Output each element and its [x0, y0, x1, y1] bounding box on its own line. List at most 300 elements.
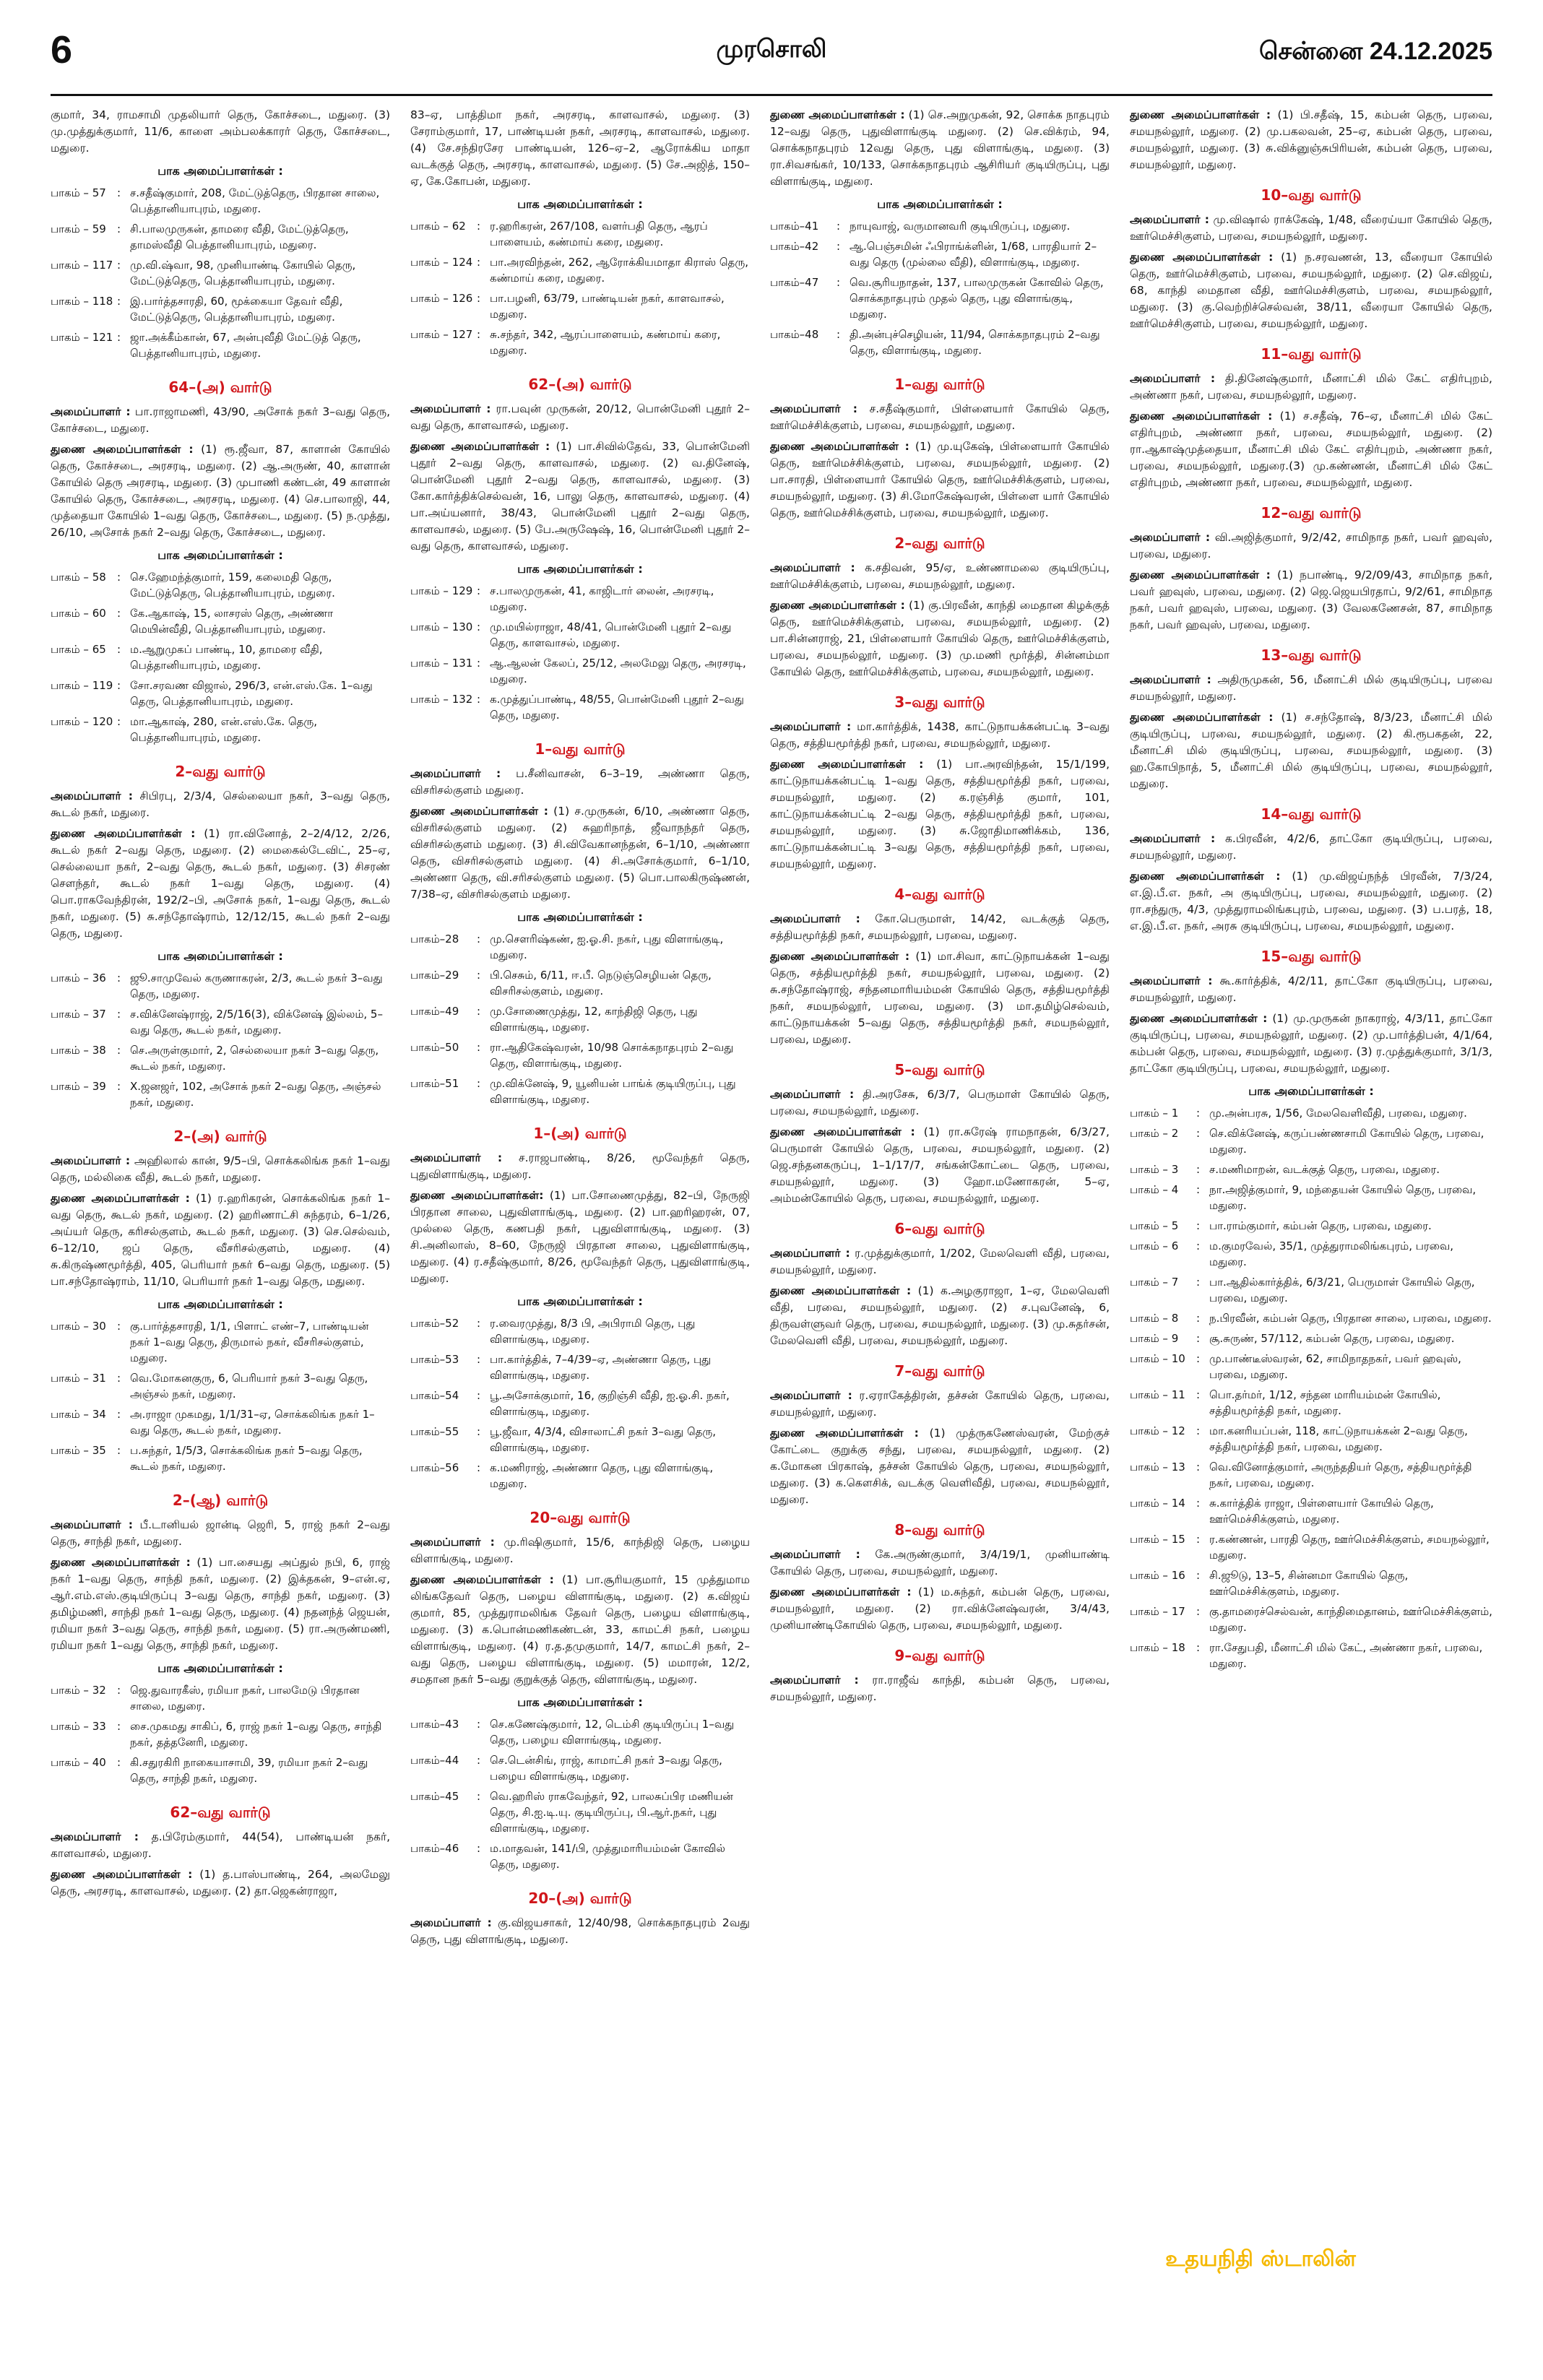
booth-member: பொ.தர்மர், 1/12, சந்தன மாரியம்மன் கோயில், சத்தியமூர்த்தி நகர், மதுரை. — [1209, 1388, 1441, 1417]
column-1 — [51, 107, 390, 2358]
ward-heading: 5–வது வார்டு — [894, 1061, 985, 1078]
member-paragraph — [770, 401, 1110, 434]
role-label: துணை அமைப்பாளர்கள் : — [1130, 870, 1281, 883]
page-number: 6 — [51, 28, 73, 72]
booth-number: பாகம்–52 — [410, 1317, 459, 1330]
separator: : — [477, 932, 481, 945]
booth-row — [51, 1754, 390, 1791]
booth-number: பாகம்–46 — [410, 1842, 459, 1855]
member-details: (1) பி.சதீஷ், 15, கம்பன் தெரு, பரவை, சமயநல்லூர், மதுரை. (2) மு.பகலவன், 25–ஏ, கம்பன் தெரு, பரவை, சமயநல்லூர், மதுரை. (3) சு.விக்னுஞ்சுபிரியன், கம்பன் தெரு, பரவை, சமயநல்லூர், மதுரை. — [1130, 108, 1492, 171]
member-paragraph — [410, 1915, 750, 1948]
booth-member: செ.கணேஷ்குமார், 12, டெம்சி குடியிருப்பு 1–வது தெரு, பழைய விளாங்குடி, மதுரை. — [490, 1718, 735, 1747]
member-paragraph — [410, 438, 750, 555]
ward-heading: 11–வது வார்டு — [1261, 345, 1362, 363]
booth-number: பாகம் – 33 — [51, 1720, 106, 1733]
role-label: துணை அமைப்பாளர்கள் : — [770, 1585, 912, 1598]
member-paragraph — [1130, 408, 1492, 491]
booth-number: பாகம் – 57 — [51, 186, 106, 199]
booth-row — [1130, 1640, 1492, 1676]
booth-number: பாகம் – 30 — [51, 1320, 106, 1333]
booth-member: ப.சுந்தர், 1/5/3, சொக்கலிங்க நகர் 5–வது தெரு, கூடல் நகர், மதுரை. — [130, 1444, 363, 1473]
member-paragraph — [770, 1388, 1110, 1421]
separator: : — [117, 643, 121, 656]
separator: : — [837, 276, 841, 289]
booth-row — [1130, 1531, 1492, 1567]
member-paragraph — [1130, 831, 1492, 864]
role-label: அமைப்பாளர் : — [410, 1151, 503, 1164]
booth-number: பாகம்–53 — [410, 1353, 459, 1366]
booth-row — [410, 583, 750, 619]
booth-member: பா.அரவிந்தன், 262, ஆரோக்கியமாதா கிராஸ் தெரு, கண்மாய் கரை, மதுரை. — [490, 256, 749, 285]
separator: : — [837, 328, 841, 341]
booth-member: க.முத்துப்பாண்டி, 48/55, பொன்மேனி புதூர் 2–வது தெரு, மதுரை. — [490, 693, 744, 722]
booth-number: பாகம் – 10 — [1130, 1352, 1185, 1365]
separator: : — [117, 1408, 121, 1421]
booth-member: ஜா.அக்கீம்கான், 67, அன்புவீதி மேட்டுத் தெரு, பெத்தானியாபுரம், மதுரை. — [130, 331, 361, 360]
booth-row — [410, 967, 750, 1003]
booth-number: பாகம் – 118 — [51, 295, 113, 308]
role-label: துணை அமைப்பாளர்கள்: — [410, 1189, 544, 1202]
booth-number: பாகம் – 7 — [1130, 1276, 1179, 1289]
member-paragraph — [410, 1572, 750, 1688]
role-label: அமைப்பாளர் : — [770, 912, 860, 925]
booth-table — [1130, 1105, 1492, 1676]
member-paragraph — [770, 438, 1110, 522]
member-details: கு.விஜயசாகர், 12/40/98, சொக்கநாதபுரம் 2வது தெரு, புது விளாங்குடி, மதுரை. — [410, 1916, 750, 1946]
booth-number: பாகம் – 127 — [410, 328, 473, 341]
ward-heading: 9–வது வார்டு — [894, 1647, 985, 1664]
booth-table — [770, 218, 1110, 363]
separator: : — [477, 969, 481, 982]
role-label: அமைப்பாளர் : — [51, 1518, 133, 1531]
ward-heading: 8–வது வார்டு — [894, 1521, 985, 1539]
booth-member: வெ.ஹரிஸ் ராகவேந்தர், 92, பாலசுப்பிர மணியன் தெரு, சி.ஐ.டி.யு. குடியிருப்பு, பி.ஆர்.நகர், புது விளாங்குடி, மதுரை. — [490, 1790, 733, 1835]
booth-number: பாகம் – 129 — [410, 584, 473, 597]
member-details: பா.ராஜாமணி, 43/90, அசோக் நகர் 3–வது தெரு, கோச்சடை, மதுரை. — [51, 405, 390, 435]
booth-number: பாகம் – 132 — [410, 693, 473, 706]
separator: : — [117, 186, 121, 199]
member-details: கோ.பெருமாள், 14/42, வடக்குத் தெரு, சத்தியமூர்த்தி நகர், சமயநல்லூர், பரவை, மதுரை. — [770, 912, 1110, 942]
role-label: அமைப்பாளர் : — [410, 1916, 492, 1929]
booth-member: ந.பிரவீன், கம்பன் தெரு, பிரதான சாலை, பரவை, மதுரை. — [1209, 1312, 1492, 1325]
booth-row — [770, 326, 1110, 363]
column-4 — [1130, 107, 1492, 2358]
role-label: அமைப்பாளர் : — [770, 1247, 850, 1260]
ward-heading: 13–வது வார்டு — [1261, 646, 1362, 664]
role-label: அமைப்பாளர் : — [1130, 531, 1211, 544]
section-subheading: பாக அமைப்பாளர்கள் : — [517, 1294, 643, 1308]
booth-row — [410, 1424, 750, 1460]
booth-member: ரா.ஆதிகேஷ்வரன், 10/98 சொக்கநாதபுரம் 2–வது தெரு, விளாங்குடி, மதுரை. — [490, 1041, 734, 1070]
booth-member: அ.ராஜா முகமது, 1/1/31–ஏ, சொக்கலிங்க நகர் 1–வது தெரு, கூடல் நகர், மதுரை. — [130, 1408, 375, 1437]
member-paragraph — [51, 1554, 390, 1654]
booth-row — [51, 293, 390, 329]
booth-row — [1130, 1495, 1492, 1531]
member-paragraph — [51, 1190, 390, 1290]
member-details: (1) பா.சூரியகுமார், 15 முத்துமாம லிங்கதேவர் தெரு, பழைய விளாங்குடி, மதுரை. (2) க.விஜய் குமார், 85, முத்துராமலிங்க தேவர் தெரு, பழைய விளாங்குடி, மதுரை. (3) க.பொன்மணிகண்டன், 33, காமட்சி நகர், பழைய விளாங்குடி, மதுரை. (4) ர.த.தமுகுமார், 14/7, காமட்சி நகர், 2–வது தெரு, பழைய விளாங்குடி, மதுரை. (5) மமாரன், 12/2, சமதான நகர் 5–வது குறுக்குத் தெரு, விளாங்குடி, மதுரை. — [410, 1573, 750, 1686]
member-details: (1) பா.சையது அப்துல் நபி, 6, ராஜ் நகர் 1–வது தெரு, சாந்தி நகர், மதுரை. (2) இக்தகன், 9–என்.ஏ, ஆர்.எம்.எஸ்.குடியிருப்பு 3–வது தெரு, சாந்தி நகர், மதுரை. (3) தமிழ்மணி, சாந்தி நகர் 1–வது தெரு, மதுரை. (4) நதனந்த் ஜெயன், ரமியா நகர் 3–வது தெரு, சாந்தி நகர், மதுரை. (5) ரா.அருண்மணி, ரமியா நகர் 1–வது தெரு, சாந்தி நகர், மதுரை. — [51, 1556, 390, 1652]
role-label: துணை அமைப்பாளர்கள் : — [770, 1427, 919, 1440]
member-details: மு.விஷால் ராக்கேஷ், 1/48, வீரைய்யா கோயில் தெரு, ஊர்மெச்சிகுளம், பரவை, சமயநல்லூர், மதுரை. — [1130, 213, 1492, 243]
member-paragraph — [410, 1534, 750, 1567]
booth-number: பாகம் – 8 — [1130, 1312, 1179, 1325]
member-paragraph — [770, 1546, 1110, 1580]
booth-table — [410, 218, 750, 363]
booth-number: பாகம் – 119 — [51, 679, 113, 692]
separator: : — [477, 1005, 481, 1018]
booth-number: பாகம் – 3 — [1130, 1163, 1179, 1176]
booth-member: மா.கனரியப்பன், 118, காட்டுநாயக்கன் 2–வது தெரு, சத்தியமூர்த்தி நகர், பரவை, மதுரை. — [1209, 1424, 1468, 1453]
section-subheading: பாக அமைப்பாளர்கள் : — [517, 562, 643, 576]
section-subheading: பாக அமைப்பாளர்கள் : — [517, 1695, 643, 1709]
role-label: அமைப்பாளர் : — [51, 789, 133, 802]
separator: : — [1196, 1605, 1201, 1618]
booth-number: பாகம் – 40 — [51, 1756, 106, 1769]
booth-row — [51, 1006, 390, 1042]
booth-member: ச.பாலமுருகன், 41, காஜிடார் லைன், அரசரடி, மதுரை. — [490, 584, 714, 613]
member-paragraph — [51, 1153, 390, 1186]
masthead — [51, 22, 1492, 96]
separator: : — [477, 693, 481, 706]
separator: : — [117, 331, 121, 344]
role-label: அமைப்பாளர் : — [770, 561, 855, 574]
member-paragraph — [51, 826, 390, 942]
member-details: (1) பா.சிவில்தேவ், 33, பொன்மேனி புதூர் 2–வது தெரு, காளவாசல், மதுரை. (2) வ.தினேஷ், பொன்மேனி புதூர் 2–வது தெரு, காளவாசல், மதுரை. (3) கோ.கார்த்திக்செல்வன், 16, பாலு தெரு, காளவாசல், மதுரை. (4) பா.அய்யனார், 38/43, பொன்மேனி புதூர் 2–வது தெரு, காளவாசல், மதுரை. (5) பே.அருஷேஷ், 16, பொன்மேனி புதூர் 2–வது தெரு, காளவாசல், மதுரை. — [410, 440, 750, 553]
member-paragraph — [1130, 371, 1492, 404]
separator: : — [477, 1389, 481, 1402]
section-subheading: பாக அமைப்பாளர்கள் : — [157, 164, 283, 178]
booth-member: ஆ.ஆலன் கேலப், 25/12, அலமேலு தெரு, அரசரடி, மதுரை. — [490, 657, 746, 685]
booth-number: பாகம்–41 — [770, 220, 819, 233]
booth-number: பாகம்–51 — [410, 1077, 459, 1090]
booth-member: ர.வைரமுத்து, 8/3 பி, அபிராமி தெரு, புது விளாங்குடி, மதுரை. — [490, 1317, 696, 1346]
booth-table — [410, 1315, 750, 1496]
ward-heading: 3–வது வார்டு — [894, 693, 985, 711]
member-paragraph — [770, 107, 1110, 190]
booth-member: செ.அருள்குமார், 2, செல்லையா நகர் 3–வது தெரு, கூடல் நகர், மதுரை. — [130, 1044, 379, 1073]
booth-row — [1130, 1330, 1492, 1351]
booth-row — [51, 185, 390, 221]
booth-row — [1130, 1351, 1492, 1387]
booth-row — [51, 1406, 390, 1442]
ward-heading: 15–வது வார்டு — [1261, 948, 1362, 965]
member-paragraph — [770, 597, 1110, 680]
member-details: வி.அஜித்குமார், 9/2/42, சாமிநாத நகர், பவர் ஹவுஸ், பரவை, மதுரை. — [1130, 531, 1492, 561]
role-label: துணை அமைப்பாளர்கள் : — [770, 440, 909, 453]
member-details: (1) க.அழகுராஜா, 1–ஏ, மேலவெளி வீதி, பரவை, சமயநல்லூர், மதுரை. (2) ச.புவனேஷ், 6, திருவள்ளுவர் தெரு, பரவை, சமயநல்லூர், மதுரை. (3) மு.சுதர்சன், மேலவெளி வீதி, பரவை, சமயநல்லூர், மதுரை. — [770, 1284, 1110, 1347]
booth-number: பாகம் – 130 — [410, 620, 473, 633]
member-details: 83–ஏ, பாத்திமா நகர், அரசரடி, காளவாசல், மதுரை. (3) சேராம்குமார், 17, பாண்டியன் நகர், அரசரடி, காளவாசல், மதுரை. (4) சே.சந்திரசேர பாண்டியன், 126–ஏ–2, ஆரோக்கிய மாதா வடக்குத் தெரு, அரசரடி, காளவாசல், மதுரை. (5) சே.அஜித், 150–ஏ, கே.கோபன், மதுரை. — [410, 108, 750, 188]
booth-row — [51, 257, 390, 293]
booth-member: ஆ.பெஞ்சமின் ஃபிராங்க்ளின், 1/68, பாரதியார் 2–வது தெரு (முல்லை வீதி), விளாங்குடி, மதுரை. — [850, 240, 1097, 269]
section-subheading: பாக அமைப்பாளர்கள் : — [1248, 1084, 1374, 1098]
booth-member: X.ஜனஜர், 102, அசோக் நகர் 2–வது தெரு, அஞ்சல் நகர், மதுரை. — [130, 1080, 381, 1109]
booth-member: ச.மணிமாறன், வடக்குத் தெரு, பரவை, மதுரை. — [1209, 1163, 1440, 1176]
booth-member: பா.கார்த்திக், 7–4/39–ஏ, அண்ணா தெரு, புது விளாங்குடி, மதுரை. — [490, 1353, 712, 1382]
booth-member: தி.அன்புச்செழியன், 11/94, சொக்கநாதபுரம் 2–வது தெரு, விளாங்குடி, மதுரை. — [850, 328, 1100, 357]
booth-number: பாகம் – 36 — [51, 972, 106, 985]
member-paragraph — [1130, 672, 1492, 705]
separator: : — [1196, 1569, 1201, 1582]
member-details: ச.ராஜபாண்டி, 8/26, மூவேந்தர் தெரு, புதுவிளாங்குடி, மதுரை. — [410, 1151, 750, 1181]
booth-number: பாகம் – 1 — [1130, 1107, 1179, 1120]
separator: : — [1196, 1312, 1201, 1325]
booth-row — [51, 1682, 390, 1718]
separator: : — [117, 1684, 121, 1697]
booth-member: சி.பாலமுருகன், தாமரை வீதி, மேட்டுத்தெரு, தாமஸ்வீதி பெத்தானியாபுரம், மதுரை. — [130, 222, 349, 251]
role-label: அமைப்பாளர் : — [410, 402, 491, 415]
member-details: கூ.கார்த்திக், 4/2/11, தாட்கோ குடியிருப்பு, பரவை, சமயநல்லூர், மதுரை. — [1130, 974, 1492, 1004]
member-details: (1) ச.முருகன், 6/10, அண்ணா தெரு, விசரிசல்குளம் மதுரை. (2) சுஹரிநாத், ஜீவாநந்தர் தெரு, விசரிசல்குளம் மதுரை. (3) சி.விவேகானந்தன், 6–1/10, அண்ணா தெரு, விசரிசல்குளம் மதுரை. (4) சி.அசோக்குமார், 6–1/10, அண்ணா தெரு, வி.சரிசல்குளம் மதுரை. (5) பொ.பாலகிருஷ்ணன், 7/38–ஏ, விசரிசல்குளம் மதுரை. — [410, 805, 750, 901]
member-details: (1) ரூ.ஜீவா, 87, காளான் கோயில் தெரு, கோச்சடை, அரசரடி, மதுரை. (2) ஆ.அருண், 40, காளான் கோயில் தெரு அரசரடி, மதுரை. (3) முபாணி கண்டன், 49 காளான் கோயில் தெரு, கோச்சடை, அரசரடி, மதுரை. (4) செ.பாலாஜி, 44, முத்தையா கோயில் 1–வது தெரு, கோச்சடை, மதுரை. (5) ந.முத்து, 26/10, அசோக் நகர் 2–வது தெரு, கோச்சடை, மதுரை. — [51, 443, 390, 539]
ward-heading: 64–(அ) வார்டு — [168, 378, 272, 396]
separator: : — [1196, 1641, 1201, 1654]
booth-member: செ.டென்சிங், ராஜ், காமாட்சி நகர் 3–வது தெரு, பழைய விளாங்குடி, மதுரை. — [490, 1754, 722, 1783]
member-details: தி.அரசேசு, 6/3/7, பெருமாள் கோயில் தெரு, பரவை, சமயநல்லூர், மதுரை. — [770, 1088, 1110, 1117]
member-paragraph — [1130, 868, 1492, 935]
role-label: அமைப்பாளர் : — [1130, 673, 1211, 686]
member-details: ர.முத்துக்குமார், 1/202, மேலவெளி வீதி, பரவை, சமயநல்லூர், மதுரை. — [770, 1247, 1110, 1276]
separator: : — [1196, 1183, 1201, 1196]
booth-number: பாகம்–50 — [410, 1041, 459, 1054]
booth-member: பா.ஆதில்கார்த்திக், 6/3/21, பெருமாள் கோயில் தெரு, பரவை, மதுரை. — [1209, 1276, 1475, 1304]
booth-member: மு.விக்னேஷ், 9, யூனியன் பாங்க் குடியிருப்பு, புது விளாங்குடி, மதுரை. — [490, 1077, 736, 1106]
booth-number: பாகம் – 4 — [1130, 1183, 1179, 1196]
member-paragraph — [770, 1672, 1110, 1705]
member-paragraph — [770, 1425, 1110, 1508]
booth-number: பாகம் – 65 — [51, 643, 106, 656]
separator: : — [477, 328, 481, 341]
separator: : — [477, 1425, 481, 1438]
booth-member: சை.முகமது சாகிப், 6, ராஜ் நகர் 1–வது தெரு, சாந்தி நகர், தத்தனேரி, மதுரை. — [130, 1720, 382, 1749]
booth-member: க.மணிராஜ், அண்ணா தெரு, புது விளாங்குடி, மதுரை. — [490, 1461, 714, 1490]
booth-number: பாகம் – 15 — [1130, 1533, 1185, 1546]
role-label: அமைப்பாளர் : — [770, 1674, 859, 1687]
member-details: (1) ம.சுந்தர், கம்பன் தெரு, பரவை, சமயநல்லூர், மதுரை. (2) ரா.விக்னேஷ்வரன், 3/4/43, முனியாண்டிகோயில் தெரு, பரவை, சமயநல்லூர், மதுரை. — [770, 1585, 1110, 1632]
separator: : — [477, 1718, 481, 1731]
booth-row — [1130, 1459, 1492, 1495]
booth-row — [410, 1788, 750, 1840]
role-label: அமைப்பாளர் : — [51, 405, 131, 418]
separator: : — [117, 972, 121, 985]
separator: : — [1196, 1352, 1201, 1365]
booth-table — [51, 1318, 390, 1479]
member-paragraph — [1130, 567, 1492, 633]
booth-row — [410, 254, 750, 290]
separator: : — [477, 256, 481, 269]
booth-row — [51, 1078, 390, 1115]
booth-row — [410, 1039, 750, 1076]
booth-number: பாகம் – 6 — [1130, 1239, 1179, 1252]
booth-member: சோ.சரவண விஜால், 296/3, என்.எஸ்.கே. 1–வது தெரு, பெத்தானியாபுரம், மதுரை. — [130, 679, 373, 708]
booth-row — [410, 1716, 750, 1752]
booth-member: வெ.வினோத்குமார், அருந்ததியர் தெரு, சத்தியமூர்த்தி நகர், பரவை, மதுரை. — [1209, 1461, 1472, 1489]
booth-number: பாகம் – 58 — [51, 571, 106, 584]
booth-number: பாகம் – 121 — [51, 331, 113, 344]
member-paragraph — [410, 803, 750, 903]
role-label: துணை அமைப்பாளர்கள் : — [410, 440, 550, 453]
member-details: க.பிரவீன், 4/2/6, தாட்கோ குடியிருப்பு, பரவை, சமயநல்லூர், மதுரை. — [1130, 832, 1492, 862]
role-label: துணை அமைப்பாளர்கள் : — [51, 443, 194, 456]
booth-row — [410, 1840, 750, 1877]
booth-number: பாகம் – 9 — [1130, 1332, 1179, 1345]
booth-number: பாகம் – 14 — [1130, 1497, 1185, 1510]
separator: : — [117, 259, 121, 272]
member-details: பீ.டானியல் ஜான்டி ஜெரி, 5, ராஜ் நகர் 2–வது தெரு, சாந்தி நகர், மதுரை. — [51, 1518, 390, 1548]
ward-heading: 1–வது வார்டு — [894, 376, 985, 393]
member-details: (1) பா.சோணைமுத்து, 82–பி, நேருஜி பிரதான சாலை, புதுவிளாங்குடி, மதுரை. (2) பா.ஹரிஹரன், 07, முல்லை தெரு, கணபதி நகர், புதுவிளாங்குடி, மதுரை. (3) சி.அனிலாஸ், 8–60, நேருஜி பிரதான சாலை, புதுவிளாங்குடி, மதுரை. (4) ர.சதீஷ்குமார், 8/26, மூவேந்தர் தெரு, புதுவிளாங்குடி, மதுரை. — [410, 1189, 750, 1285]
ward-heading: 2–வது வார்டு — [894, 535, 985, 552]
booth-table — [51, 569, 390, 750]
booth-member: ம.குமரவேல், 35/1, முத்துராமலிங்கபுரம், பரவை, மதுரை. — [1209, 1239, 1453, 1268]
booth-row — [410, 326, 750, 363]
booth-number: பாகம்–29 — [410, 969, 459, 982]
booth-member: கு.தாமரைச்செல்வன், காந்திமைதானம், ஊர்மெச்சிக்குளம், மதுரை. — [1209, 1605, 1492, 1634]
member-paragraph — [770, 1086, 1110, 1120]
booth-row — [770, 274, 1110, 326]
booth-number: பாகம்–43 — [410, 1718, 459, 1731]
booth-row — [51, 605, 390, 641]
member-details: மு.ரிஷிகுமார், 15/6, காந்திஜி தெரு, பழைய விளாங்குடி, மதுரை. — [410, 1536, 750, 1565]
separator: : — [117, 715, 121, 728]
member-details: ச.சதீஷ்குமார், பிள்ளையார் கோயில் தெரு, ஊர்மெச்சிக்குளம், பரவை, சமயநல்லூர், மதுரை. — [770, 402, 1110, 432]
separator: : — [117, 1444, 121, 1457]
booth-member: ர.கண்ணன், பாரதி தெரு, ஊர்மெச்சிக்குளம், சமயநல்லூர், மதுரை. — [1209, 1533, 1490, 1562]
member-details: (1) ச.சதீஷ், 76–ஏ, மீனாட்சி மில் கேட் எதிர்புறம், அண்ணா நகர், பரவை, சமயநல்லூர், மதுரை. (2) ரா.ஆகாஷ்முத்தையா, மீனாட்சி மில் கேட் எதிர்புறம், அண்ணா நகர், பரவை, சமயநல்லூர், மதுரை.(3) மு.கண்ணன், மீனாட்சி மில் கேட் எதிர்புறம், அண்ணா நகர், பரவை, சமயநல்லூர், மதுரை. — [1130, 410, 1492, 489]
ward-heading: 62–வது வார்டு — [170, 1804, 271, 1821]
booth-member: கி.சதுரகிரி நாகையாசாமி, 39, ரமியா நகர் 2–வது தெரு, சாந்தி நகர், மதுரை. — [130, 1756, 368, 1785]
role-label: அமைப்பாளர் : — [770, 1389, 852, 1402]
separator: : — [117, 571, 121, 584]
booth-table — [51, 970, 390, 1115]
member-paragraph — [1130, 107, 1492, 173]
booth-member: பூ.அசோக்குமார், 16, குறிஞ்சி வீதி, ஐ.ஓ.சி. நகர், விளாங்குடி, மதுரை. — [490, 1389, 730, 1418]
member-details: (1) ரா.சுரேஷ் ராமநாதன், 6/3/27, பெருமாள் கோயில் தெரு, பரவை, சமயநல்லூர், மதுரை. (2) ஜெ.சந்தனகருப்பு, 1–1/17/7, சங்கன்கோட்டை தெரு, பரவை, சமயநல்லூர், மதுரை. (3) ஹோ.மணோகரன், 5–ஏ, அம்மன்கோயில் தெரு, பரவை, சமயநல்லூர், மதுரை. — [770, 1125, 1110, 1205]
booth-number: பாகம் – 31 — [51, 1372, 106, 1385]
member-paragraph — [770, 1584, 1110, 1634]
booth-row — [51, 569, 390, 605]
role-label: துணை அமைப்பாளர்கள் : — [770, 1284, 912, 1297]
booth-member: நாயுவாஜ், வருமானவரி குடியிருப்பு, மதுரை. — [850, 220, 1071, 233]
role-label: துணை அமைப்பாளர்கள் : — [770, 108, 905, 121]
booth-table — [410, 931, 750, 1112]
booth-row — [51, 678, 390, 714]
role-label: துணை அமைப்பாளர்கள் : — [1130, 251, 1274, 264]
separator: : — [1196, 1219, 1201, 1232]
booth-number: பாகம் – 60 — [51, 607, 106, 620]
role-label: அமைப்பாளர் : — [770, 720, 852, 733]
booth-row — [410, 931, 750, 967]
booth-member: சு.சந்தர், 342, ஆரப்பாளையம், கண்மாய் கரை, மதுரை. — [490, 328, 721, 357]
booth-number: பாகம்–56 — [410, 1461, 459, 1474]
role-label: துணை அமைப்பாளர்கள் : — [1130, 1012, 1268, 1025]
booth-member: மு.சௌரிஷ்கண், ஐ.ஓ.சி. நகர், புது விளாங்குடி, மதுரை. — [490, 932, 724, 961]
booth-table — [51, 185, 390, 365]
section-subheading: பாக அமைப்பாளர்கள் : — [877, 197, 1003, 211]
member-paragraph — [410, 766, 750, 799]
member-details: (1) பா.அரவிந்தன், 15/1/199, காட்டுநாயக்கன்பட்டி 1–வது தெரு, சத்தியமூர்த்தி நகர், பரவை, சமயநல்லூர், மதுரை. (2) க.ரஞ்சித் குமார், 101, காட்டுநாயக்கன்பட்டி 2–வது தெரு, சத்தியமூர்த்தி நகர், பரவை, சமயநல்லூர், மதுரை. (3) சு.ஜோதிமாணிக்கம், 136, காட்டுநாயக்கன்பட்டி 3–வது தெரு, சத்தியமூர்த்தி நகர், பரவை, சமயநல்லூர், மதுரை. — [770, 758, 1110, 870]
booth-member: பா.ராம்குமார், கம்பன் தெரு, பரவை, மதுரை. — [1209, 1219, 1432, 1232]
column-3 — [770, 107, 1110, 2358]
role-label: அமைப்பாளர் : — [51, 1154, 131, 1167]
member-paragraph — [1130, 709, 1492, 792]
member-details: அஹிலால் கான், 9/5–பி, சொக்கலிங்க நகர் 1–வது தெரு, மல்லிகை வீதி, கூடல் நகர், மதுரை. — [51, 1154, 390, 1184]
member-details: ரா.பவுன் முருகன், 20/12, பொன்மேனி புதூர் 2–வது தெரு, காளவாசல், மதுரை. — [410, 402, 750, 432]
member-paragraph — [51, 1866, 390, 1900]
separator: : — [1196, 1332, 1201, 1345]
member-paragraph — [770, 1245, 1110, 1278]
booth-member: செ.விக்னேஷ், கருப்பண்ணசாமி கோயில் தெரு, பரவை, மதுரை. — [1209, 1127, 1484, 1156]
member-details: (1) மு.முருகன் நாகராஜ், 4/3/11, தாட்கோ குடியிருப்பு, பரவை, சமயநல்லூர், மதுரை. (2) மு.பார்த்திபன், 4/1/64, கம்பன் தெரு, பரவை, சமயநல்லூர், மதுரை. (3) ர.முத்துக்குமார், 3/1/3, தாட்கோ குடியிருப்பு, பரவை, சமயநல்லூர், மதுரை. — [1130, 1012, 1492, 1075]
ward-heading: 6–வது வார்டு — [894, 1220, 985, 1237]
separator: : — [477, 292, 481, 305]
member-details: (1) ரா.வினோத், 2–2/4/12, 2/26, கூடல் நகர் 2–வது தெரு, மதுரை. (2) மைகைல்டேவிட், 25–ஏ, செல்லையா நகர், 2–வது தெரு, கூடல் நகர், மதுரை. (3) சிசரண் சௌந்தர், கூடல் நகர் 1–வது தெரு, மதுரை. (4) பொ.ராகவேந்திரன், 192/2–பி, அசோக் நகர், 1–வது தெரு, கூடல் நகர், மதுரை. (5) சு.சந்தோஷ்ராம், 12/12/15, கூடல் நகர் 2–வது தெரு, மதுரை. — [51, 827, 390, 940]
booth-member: ர.ஹரிகரன், 267/108, வளர்பதி தெரு, ஆரப் பாளையம், கண்மாய் கரை, மதுரை. — [490, 220, 708, 248]
member-details: க.சதிவன், 95/ஏ, உண்ணாமலை குடியிருப்பு, ஊர்மெச்சிக்குளம், பரவை, சமயநல்லூர், மதுரை. — [770, 561, 1110, 591]
booth-number: பாகம் – 34 — [51, 1408, 106, 1421]
article-columns — [51, 107, 1492, 2358]
member-details: தி.தினேஷ்குமார், மீனாட்சி மில் கேட் எதிர்புறம், அண்ணா நகர், பரவை, சமயநல்லூர், மதுரை. — [1130, 372, 1492, 402]
role-label: அமைப்பாளர் : — [1130, 213, 1209, 226]
separator: : — [117, 679, 121, 692]
booth-number: பாகம் – 35 — [51, 1444, 106, 1457]
booth-number: பாகம்–45 — [410, 1790, 459, 1803]
booth-number: பாகம் – 117 — [51, 259, 113, 272]
separator: : — [117, 1008, 121, 1021]
separator: : — [477, 657, 481, 670]
booth-row — [410, 290, 750, 326]
member-details: (1) நபாண்டி, 9/2/09/43, சாமிநாத நகர், பவர் ஹவுஸ், பரவை, மதுரை. (2) ஜெ.ஜெயபிரதாப், 9/2/61, சாமிநாத நகர், பவர் ஹவுஸ், பரவை, மதுரை. (3) வேலகணேசன், 87, சாமிநாத நகர், பவர் ஹவுஸ், பரவை, மதுரை. — [1130, 568, 1492, 631]
separator: : — [837, 240, 841, 253]
booth-row — [1130, 1274, 1492, 1310]
booth-member: ம.ஆறுமுகப் பாண்டி, 10, தாமரை வீதி, பெத்தானியாபுரம், மதுரை. — [130, 643, 323, 672]
booth-number: பாகம் – 38 — [51, 1044, 106, 1057]
role-label: அமைப்பாளர் : — [410, 767, 501, 780]
member-details: மா.கார்த்திக், 1438, காட்டுநாயக்கன்பட்டி 3–வது தெரு, சத்தியமூர்த்தி நகர், பரவை, சமயநல்லூர், மதுரை. — [770, 720, 1110, 750]
section-subheading: பாக அமைப்பாளர்கள் : — [157, 1297, 283, 1311]
separator: : — [477, 1754, 481, 1767]
section-subheading: பாக அமைப்பாளர்கள் : — [157, 949, 283, 963]
booth-member: ச.விக்னேஷ்ராஜ், 2/5/16(3), விக்னேஷ் இல்லம், 5–வது தெரு, கூடல் நகர், மதுரை. — [130, 1008, 383, 1037]
booth-number: பாகம்–49 — [410, 1005, 459, 1018]
role-label: துணை அமைப்பாளர்கள் : — [770, 599, 905, 612]
booth-member: ஜெ.துவாரகீஸ், ரமியா நகர், பாலமேடு பிரதான சாலை, மதுரை. — [130, 1684, 360, 1713]
member-paragraph — [410, 1187, 750, 1287]
member-paragraph — [1130, 1011, 1492, 1077]
separator: : — [1196, 1461, 1201, 1474]
ward-heading: 20–(அ) வார்டு — [528, 1890, 632, 1907]
section-subheading: பாக அமைப்பாளர்கள் : — [517, 197, 643, 211]
member-paragraph — [1130, 529, 1492, 563]
booth-row — [770, 238, 1110, 274]
separator: : — [477, 1842, 481, 1855]
booth-number: பாகம்–48 — [770, 328, 819, 341]
booth-number: பாகம்–42 — [770, 240, 819, 253]
member-paragraph — [1130, 249, 1492, 332]
booth-row — [1130, 1604, 1492, 1640]
member-paragraph — [410, 401, 750, 434]
role-label: துணை அமைப்பாளர்கள் : — [770, 950, 910, 963]
ward-heading: 10–வது வார்டு — [1261, 186, 1362, 204]
separator: : — [1196, 1163, 1201, 1176]
member-details: (1) மு.விஜய்நந்த் பிரவீன், 7/3/24, எ.இ.பீ.எ. நகர், அ குடியிருப்பு, பரவை, சமயநல்லூர், மதுரை. (2) ரா.சந்துரு, 4/3, முத்துராமலிங்கபுரம், பரவை, மதுரை. (3) ப.பரத், 18, எ.இ.பீ.எ. நகர், அரசு குடியிருப்பு, பரவை, சமயநல்லூர், மதுரை. — [1130, 870, 1492, 932]
booth-row — [410, 1315, 750, 1351]
separator: : — [117, 1720, 121, 1733]
section-subheading: பாக அமைப்பாளர்கள் : — [517, 910, 643, 924]
booth-number: பாகம் – 17 — [1130, 1605, 1185, 1618]
booth-row — [410, 1752, 750, 1788]
booth-number: பாகம் – 16 — [1130, 1569, 1185, 1582]
